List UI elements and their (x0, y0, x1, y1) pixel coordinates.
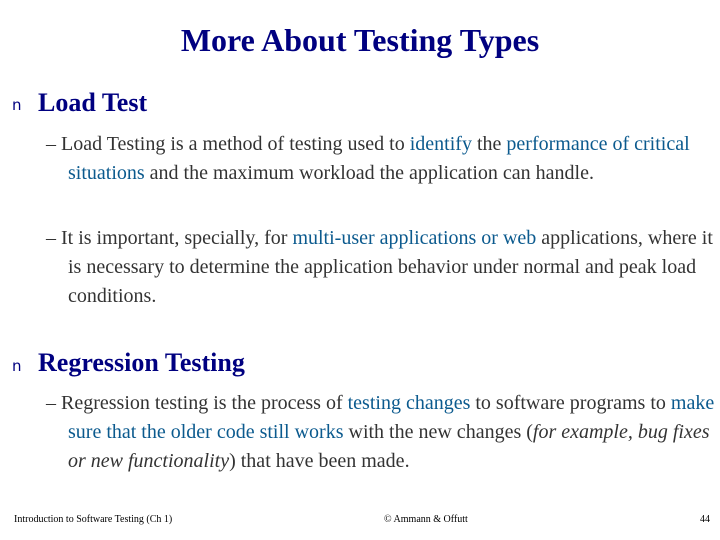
regression-testing-item-definition (46, 389, 720, 476)
footer-course-title: Introduction to Software Testing (Ch 1) (14, 514, 173, 525)
footer-page-number: 44 (700, 514, 710, 525)
highlight-text: testing changes (347, 392, 471, 414)
bullet-icon: n (12, 357, 22, 375)
dash: – (46, 227, 61, 249)
load-test-item-definition (46, 130, 720, 188)
footer-copyright: © Ammann & Offutt (384, 514, 468, 525)
highlight-text: multi-user applications or web (292, 227, 537, 249)
slide-title: More About Testing Types (180, 22, 540, 58)
text-segment: the (471, 133, 507, 155)
highlight-text: identify (409, 133, 472, 155)
text-segment: to software programs to (470, 392, 671, 414)
text-segment: Regression testing is the process of (61, 392, 348, 414)
dash: – (46, 133, 61, 155)
text-segment: and the maximum workload the application can handle. (144, 162, 594, 184)
text-segment: with the new changes ( (343, 421, 533, 443)
text-segment: ) that have been made. (229, 450, 410, 472)
text-segment: applications, where it is necessary to determine the application behavior under normal and peak load conditions. (68, 227, 713, 307)
highlight-text: performance of critical situations (68, 133, 690, 184)
text-segment: It is important, specially, for (61, 227, 293, 249)
load-test-item-importance (46, 224, 720, 311)
italic-text: for example, bug fixes or new functionality (68, 421, 710, 472)
section-heading-load-test: Load Test (38, 88, 148, 117)
text-segment: Load Testing is a method of testing used to (61, 133, 410, 155)
bullet-icon: n (12, 96, 22, 114)
section-heading-regression-testing: Regression Testing (38, 348, 245, 377)
dash: – (46, 392, 61, 414)
highlight-text: make sure that the older code still works (68, 392, 715, 443)
